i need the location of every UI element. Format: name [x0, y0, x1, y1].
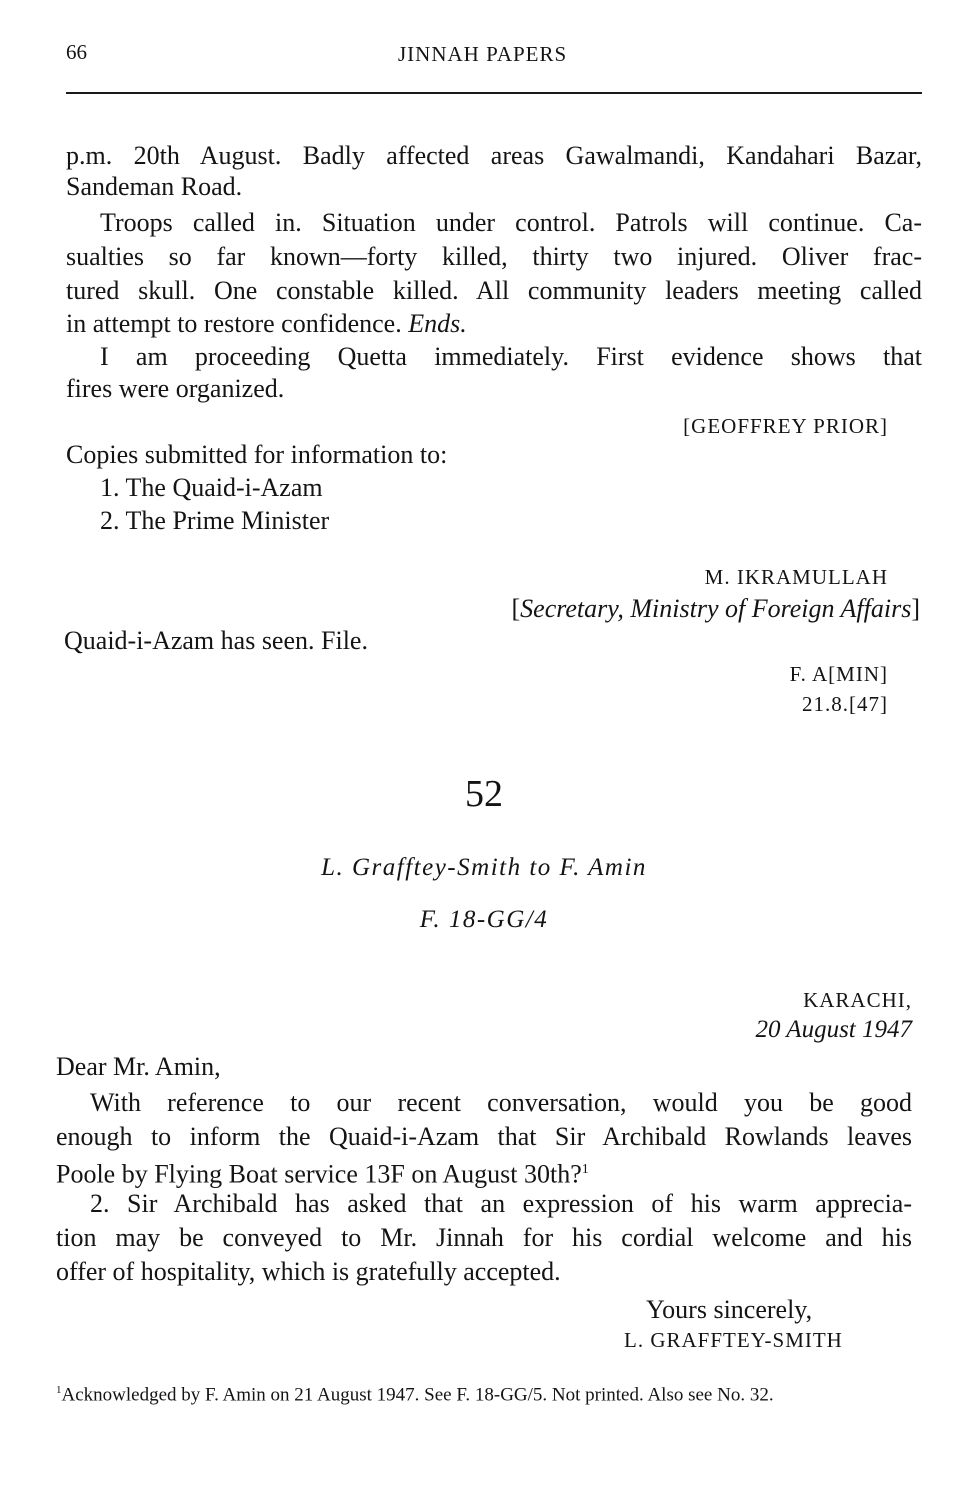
doc51-para3-line1: I am proceeding Quetta immediately. First evidence shows that — [100, 342, 922, 371]
doc51-para3-line2: fires were organized. — [66, 374, 285, 403]
doc51-para2-line2: sualties so far known—forty killed, thirty two injured. Oliver frac- — [66, 242, 922, 271]
footnote-marker: 1 — [56, 1384, 62, 1396]
letter-date: 20 August 1947 — [755, 1016, 912, 1043]
doc51-para2-line4-text: in attempt to restore confidence. — [66, 309, 402, 338]
document-number: 52 — [465, 773, 503, 815]
footnote-text: Acknowledged by F. Amin on 21 August 1947. See F. 18-GG/5. Not printed. Also see No. 32. — [61, 1384, 774, 1406]
page-number: 66 — [66, 40, 87, 64]
ikramullah-title — [511, 592, 920, 625]
amin-date: 21.8.[47] — [802, 692, 888, 716]
doc51-para2-line4 — [66, 307, 467, 340]
minute-note: Quaid-i-Azam has seen. File. — [64, 626, 368, 655]
doc52-para1-line3-text: Poole by Flying Boat service 13F on August 30th? — [56, 1159, 582, 1189]
ikramullah-name: M. IKRAMULLAH — [704, 565, 888, 589]
ends-marker: Ends. — [408, 309, 467, 338]
signature: L. GRAFFTEY-SMITH — [624, 1328, 843, 1352]
letter-place: KARACHI, — [803, 988, 912, 1012]
doc51-para1-line2: Sandeman Road. — [66, 172, 243, 201]
footnote-reference: 1 — [581, 1162, 589, 1177]
header-rule — [66, 92, 922, 94]
doc52-para1-line1: With reference to our recent conversation, would you be good — [90, 1088, 912, 1117]
doc52-para2-line2: tion may be conveyed to Mr. Jinnah for his cordial welcome and his — [56, 1223, 912, 1252]
file-reference: F. 18-GG/4 — [419, 906, 549, 933]
doc51-para1-line1: p.m. 20th August. Badly affected areas Gawalmandi, Kandahari Bazar, — [66, 141, 922, 170]
doc51-para2-line3: tured skull. One constable killed. All community leaders meeting called — [66, 276, 922, 305]
closing: Yours sincerely, — [646, 1295, 813, 1324]
footnote — [56, 1384, 774, 1406]
copies-heading: Copies submitted for information to: — [66, 440, 448, 469]
doc52-para1-line2: enough to inform the Quaid-i-Azam that Sir Archibald Rowlands leaves — [56, 1122, 912, 1151]
bracket-open: [ — [511, 594, 521, 623]
copies-item-1: 1. The Quaid-i-Azam — [100, 473, 323, 502]
ikramullah-title-text: Secretary, Ministry of Foreign Affairs — [520, 594, 912, 623]
bracket-close: ] — [911, 594, 920, 623]
running-title: JINNAH PAPERS — [398, 42, 568, 66]
doc52-para1-line3 — [56, 1153, 589, 1191]
doc51-para2-line1: Troops called in. Situation under control. Patrols will continue. Ca- — [100, 208, 922, 237]
salutation: Dear Mr. Amin, — [56, 1052, 221, 1081]
signatory-prior: [GEOFFREY PRIOR] — [683, 414, 888, 438]
copies-item-2: 2. The Prime Minister — [100, 506, 330, 535]
doc52-para2-line1: 2. Sir Archibald has asked that an expression of his warm apprecia- — [90, 1189, 912, 1218]
amin-initials: F. A[MIN] — [789, 662, 888, 686]
document-heading: L. Grafftey-Smith to F. Amin — [321, 854, 647, 881]
doc52-para2-line3: offer of hospitality, which is gratefully accepted. — [56, 1257, 561, 1286]
